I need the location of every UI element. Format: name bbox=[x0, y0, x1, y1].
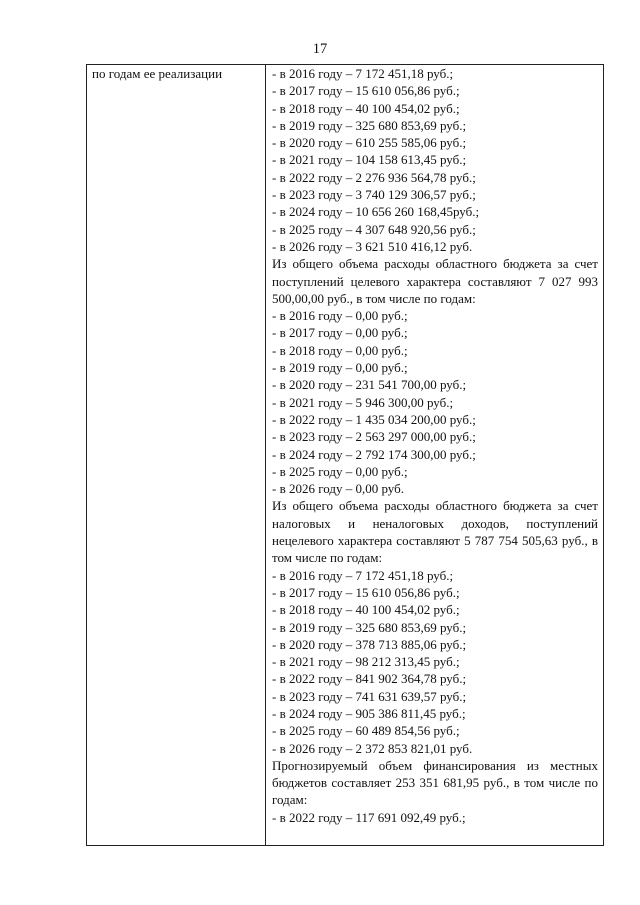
list-item: - в 2017 году – 15 610 056,86 руб.; bbox=[272, 83, 460, 99]
list-item: - в 2024 году – 905 386 811,45 руб.; bbox=[272, 705, 466, 721]
list-item: - в 2025 году – 0,00 руб.; bbox=[272, 463, 408, 479]
list-item: - в 2018 году – 40 100 454,02 руб.; bbox=[272, 602, 460, 618]
list-item: - в 2026 году – 0,00 руб. bbox=[272, 481, 404, 497]
local-budget-by-year-list bbox=[272, 809, 598, 826]
list-item: - в 2022 году – 2 276 936 564,78 руб.; bbox=[272, 169, 476, 185]
list-item: - в 2021 году – 104 158 613,45 руб.; bbox=[272, 152, 467, 168]
list-item: - в 2016 году – 7 172 451,18 руб.; bbox=[272, 567, 454, 583]
funding-table bbox=[86, 64, 604, 846]
list-item: - в 2020 году – 378 713 885,06 руб.; bbox=[272, 636, 467, 652]
list-item: - в 2018 году – 0,00 руб.; bbox=[272, 342, 408, 358]
target-funds-paragraph: Из общего объема расходы областного бюджета за счет поступлений целевого характера составляют 7 027 993 500,00,00 руб., в том числе по годам: bbox=[272, 256, 598, 306]
list-item: - в 2022 году – 1 435 034 200,00 руб.; bbox=[272, 411, 476, 427]
list-item: - в 2017 году – 15 610 056,86 руб.; bbox=[272, 584, 460, 600]
local-budget-paragraph: Прогнозируемый объем финансирования из местных бюджетов составляет 253 351 681,95 руб., в том числе по годам: bbox=[272, 757, 598, 808]
left-column-cell bbox=[92, 65, 262, 82]
list-item: - в 2022 году – 841 902 364,78 руб.; bbox=[272, 671, 467, 687]
list-item: - в 2023 году – 741 631 639,57 руб.; bbox=[272, 688, 467, 704]
column-divider bbox=[265, 65, 266, 845]
list-item: - в 2020 году – 610 255 585,06 руб.; bbox=[272, 135, 467, 151]
list-item: - в 2020 году – 231 541 700,00 руб.; bbox=[272, 377, 467, 393]
list-item: - в 2025 году – 4 307 648 920,56 руб.; bbox=[272, 221, 476, 237]
list-item: - в 2019 году – 325 680 853,69 руб.; bbox=[272, 117, 467, 133]
list-item: - в 2024 году – 2 792 174 300,00 руб.; bbox=[272, 446, 476, 462]
list-item: - в 2021 году – 98 212 313,45 руб.; bbox=[272, 654, 460, 670]
list-item: - в 2025 году – 60 489 854,56 руб.; bbox=[272, 723, 460, 739]
tax-revenue-paragraph: Из общего объема расходы областного бюджета за счет налоговых и неналоговых доходов, поступлений нецелевого характера составляют 5 787 754 505,63 руб., в том числе по годам: bbox=[272, 498, 598, 566]
list-item: - в 2019 году – 0,00 руб.; bbox=[272, 360, 408, 376]
right-column-cell bbox=[272, 65, 598, 826]
list-item: - в 2017 году – 0,00 руб.; bbox=[272, 325, 408, 341]
left-column-label: по годам ее реализации bbox=[92, 66, 223, 81]
list-item: - в 2024 году – 10 656 260 168,45руб.; bbox=[272, 204, 480, 220]
list-item: - в 2026 году – 2 372 853 821,01 руб. bbox=[272, 740, 473, 756]
page-number: 17 bbox=[312, 41, 328, 57]
list-item: - в 2021 году – 5 946 300,00 руб.; bbox=[272, 394, 454, 410]
list-item: - в 2026 году – 3 621 510 416,12 руб. bbox=[272, 238, 473, 254]
target-funds-by-year-list bbox=[272, 307, 598, 497]
list-item: - в 2023 году – 3 740 129 306,57 руб.; bbox=[272, 187, 476, 203]
list-item: - в 2016 году – 7 172 451,18 руб.; bbox=[272, 66, 454, 81]
list-item: - в 2022 году – 117 691 092,49 руб.; bbox=[272, 809, 466, 825]
total-by-year-list bbox=[272, 65, 598, 255]
list-item: - в 2023 году – 2 563 297 000,00 руб.; bbox=[272, 429, 476, 445]
list-item: - в 2016 году – 0,00 руб.; bbox=[272, 308, 408, 324]
tax-revenue-by-year-list bbox=[272, 567, 598, 757]
list-item: - в 2018 году – 40 100 454,02 руб.; bbox=[272, 100, 460, 116]
list-item: - в 2019 году – 325 680 853,69 руб.; bbox=[272, 619, 467, 635]
